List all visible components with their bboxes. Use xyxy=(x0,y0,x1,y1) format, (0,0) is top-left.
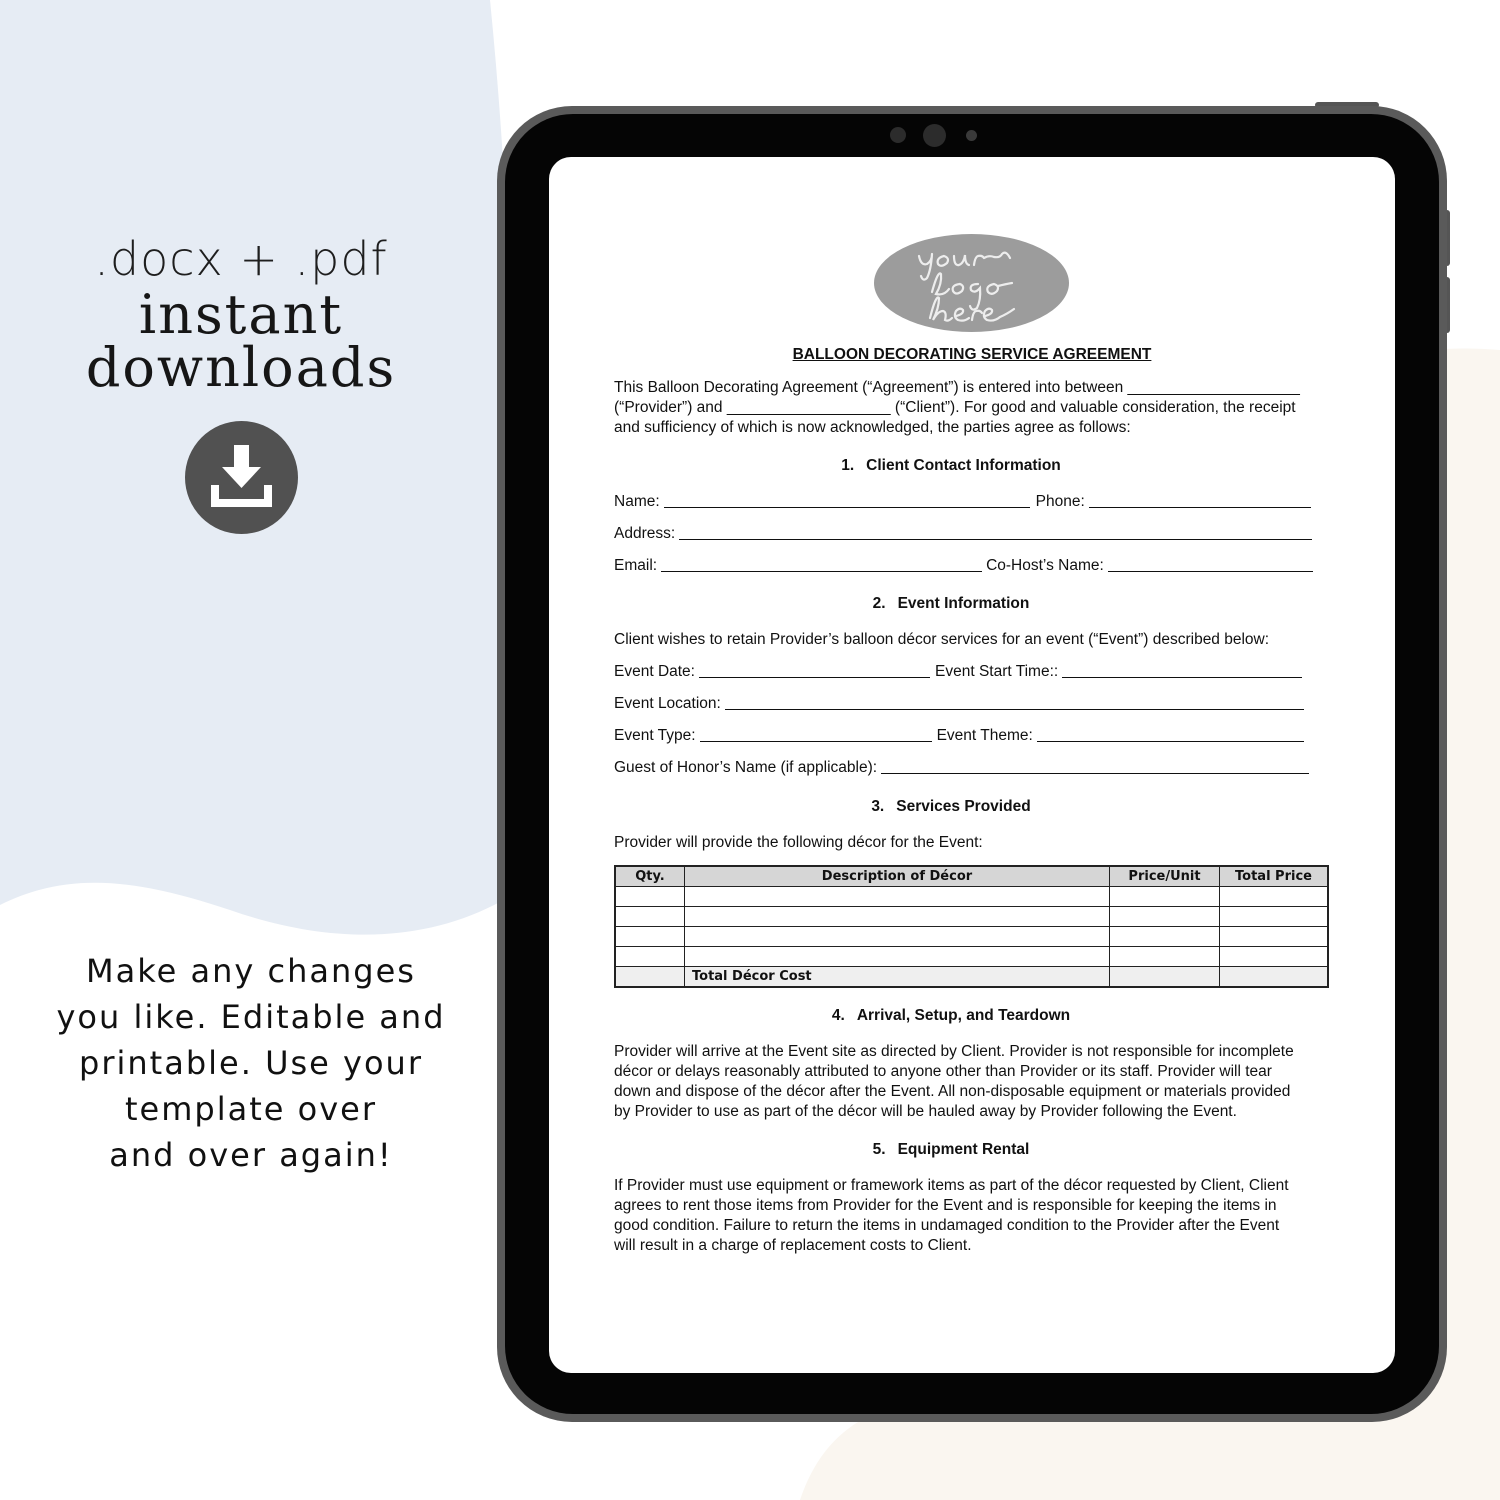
field-row xyxy=(614,659,1326,681)
logo-placeholder xyxy=(874,234,1069,332)
phone-label: Phone: xyxy=(1035,493,1085,510)
table-header-cell: Total Price xyxy=(1220,866,1329,887)
equipment-line: agrees to rent those items from Provider for the Event and is responsible for keeping the items in xyxy=(614,1197,1277,1214)
table-cell[interactable] xyxy=(1220,947,1329,967)
equipment-line: will result in a charge of replacement costs to Client. xyxy=(614,1237,972,1254)
event-type-label: Event Type: xyxy=(614,727,696,744)
table-cell[interactable] xyxy=(685,887,1110,907)
camera-flash xyxy=(966,130,977,141)
table-cell[interactable] xyxy=(615,947,685,967)
event-location-field[interactable] xyxy=(725,709,1304,710)
section-number: 5. xyxy=(872,1141,886,1158)
equipment-line: good condition. Failure to return the items in undamaged condition to the Provider after the Event xyxy=(614,1217,1280,1234)
table-cell[interactable] xyxy=(685,947,1110,967)
intro-line: and sufficiency of which is now acknowledged, the parties agree as follows: xyxy=(614,419,1131,436)
field-row xyxy=(614,691,1326,713)
equipment-line: If Provider must use equipment or framework items as part of the décor requested by Client, Client xyxy=(614,1177,1289,1194)
tagline-line: you like. Editable and xyxy=(56,998,446,1036)
table-cell[interactable] xyxy=(615,927,685,947)
event-date-label: Event Date: xyxy=(614,663,695,680)
table-cell[interactable] xyxy=(1220,887,1329,907)
guest-of-honor-label: Guest of Honor’s Name (if applicable): xyxy=(614,759,878,776)
field-row xyxy=(614,755,1326,777)
table-cell[interactable] xyxy=(1110,927,1220,947)
arrival-line: Provider will arrive at the Event site as directed by Client. Provider is not responsible for incomplete xyxy=(614,1043,1294,1060)
cohost-field[interactable] xyxy=(1108,571,1313,572)
section-title: Services Provided xyxy=(896,798,1031,815)
table-cell[interactable] xyxy=(1110,967,1220,988)
services-intro-text: Provider will provide the following décor for the Event: xyxy=(614,834,983,851)
table-row xyxy=(615,907,1328,927)
table-cell[interactable] xyxy=(685,907,1110,927)
address-field[interactable] xyxy=(679,539,1312,540)
services-intro xyxy=(614,833,1326,853)
table-cell[interactable] xyxy=(1110,947,1220,967)
event-start-time-field[interactable] xyxy=(1062,677,1302,678)
section-title: Event Information xyxy=(897,595,1030,612)
intro-line: (“Provider”) and ___________________ (“Client”). For good and valuable consideration, the receipt xyxy=(614,399,1296,416)
event-type-field[interactable] xyxy=(700,741,932,742)
event-theme-field[interactable] xyxy=(1037,741,1304,742)
field-row xyxy=(614,521,1326,543)
name-field[interactable] xyxy=(664,507,1030,508)
tagline-line: and over again! xyxy=(109,1136,393,1174)
field-row xyxy=(614,723,1326,745)
camera-lens xyxy=(923,124,946,147)
cohost-label: Co-Host’s Name: xyxy=(986,557,1104,574)
tagline-line: Make any changes xyxy=(86,952,416,990)
tagline-line: template over xyxy=(125,1090,377,1128)
section-heading xyxy=(580,1141,1322,1159)
table-header-cell: Description of Décor xyxy=(685,866,1110,887)
table-cell[interactable] xyxy=(685,927,1110,947)
field-row xyxy=(614,489,1326,511)
table-cell[interactable] xyxy=(1220,927,1329,947)
table-cell[interactable] xyxy=(1220,967,1329,988)
email-label: Email: xyxy=(614,557,658,574)
section-heading xyxy=(580,1007,1322,1025)
table-cell[interactable] xyxy=(615,967,685,988)
download-button[interactable] xyxy=(185,421,298,534)
section-number: 2. xyxy=(872,595,886,612)
arrival-paragraph xyxy=(614,1042,1326,1122)
headline-line: downloads xyxy=(85,336,397,399)
tagline-line: printable. Use your xyxy=(79,1044,423,1082)
decor-table xyxy=(614,865,1329,988)
download-icon xyxy=(185,421,298,534)
table-cell[interactable] xyxy=(1220,907,1329,927)
total-decor-cost-label: Total Décor Cost xyxy=(685,967,1110,988)
headline-line: instant xyxy=(138,283,344,346)
section-heading xyxy=(580,457,1322,475)
equipment-paragraph xyxy=(614,1176,1326,1256)
table-header-row xyxy=(615,866,1328,887)
event-start-time-label: Event Start Time:: xyxy=(935,663,1059,680)
section-heading xyxy=(580,595,1322,613)
event-intro-text: Client wishes to retain Provider’s balloon décor services for an event (“Event”) described below: xyxy=(614,631,1270,648)
table-cell[interactable] xyxy=(1110,887,1220,907)
table-header-cell: Qty. xyxy=(615,866,685,887)
table-total-row xyxy=(615,967,1328,988)
section-number: 3. xyxy=(871,798,885,815)
table-cell[interactable] xyxy=(615,907,685,927)
section-title: Equipment Rental xyxy=(897,1141,1030,1158)
table-header-cell: Price/Unit xyxy=(1110,866,1220,887)
event-location-label: Event Location: xyxy=(614,695,721,712)
name-label: Name: xyxy=(614,493,660,510)
section-number: 1. xyxy=(841,457,855,474)
address-label: Address: xyxy=(614,525,676,542)
section-title: Arrival, Setup, and Teardown xyxy=(856,1007,1071,1024)
tablet-screen xyxy=(549,157,1395,1373)
table-row xyxy=(615,927,1328,947)
table-row xyxy=(615,887,1328,907)
field-row xyxy=(614,553,1326,575)
arrival-line: by Provider to use as part of the décor will be hauled away by Provider following the Event. xyxy=(614,1103,1237,1120)
phone-field[interactable] xyxy=(1089,507,1311,508)
document-title: BALLOON DECORATING SERVICE AGREEMENT xyxy=(792,346,1152,363)
section-heading xyxy=(580,798,1322,816)
file-formats-text: .docx + .pdf xyxy=(94,232,388,286)
event-date-field[interactable] xyxy=(699,677,930,678)
camera-sensor xyxy=(890,127,906,143)
tagline xyxy=(20,948,482,1178)
table-row xyxy=(615,947,1328,967)
arrival-line: décor or delays reasonably attributed to anyone other than Provider or its staff. Provider will tear xyxy=(614,1063,1272,1080)
logo-script-text xyxy=(874,234,1069,332)
headline xyxy=(40,283,442,399)
arrival-line: down and dispose of the décor after the Event. All non-disposable equipment or materials provided xyxy=(614,1083,1291,1100)
intro-paragraph xyxy=(614,378,1326,438)
table-cell[interactable] xyxy=(1110,907,1220,927)
email-field[interactable] xyxy=(661,571,982,572)
guest-of-honor-field[interactable] xyxy=(881,773,1309,774)
section-number: 4. xyxy=(831,1007,845,1024)
table-cell[interactable] xyxy=(615,887,685,907)
event-intro xyxy=(614,630,1326,650)
event-theme-label: Event Theme: xyxy=(936,727,1033,744)
section-title: Client Contact Information xyxy=(866,457,1061,474)
intro-line: This Balloon Decorating Agreement (“Agreement”) is entered into between ____________________ xyxy=(614,379,1300,396)
